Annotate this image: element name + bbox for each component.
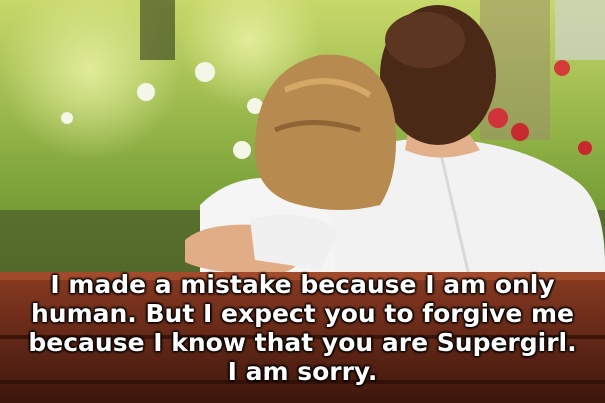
caption-line-3: because I know that you are Supergirl. <box>28 328 577 357</box>
caption-line-1: I made a mistake because I am only <box>50 270 555 299</box>
apology-caption <box>0 270 605 386</box>
caption-line-4: I am sorry. <box>227 357 378 386</box>
caption-line-2: human. But I expect you to forgive me <box>30 299 575 328</box>
